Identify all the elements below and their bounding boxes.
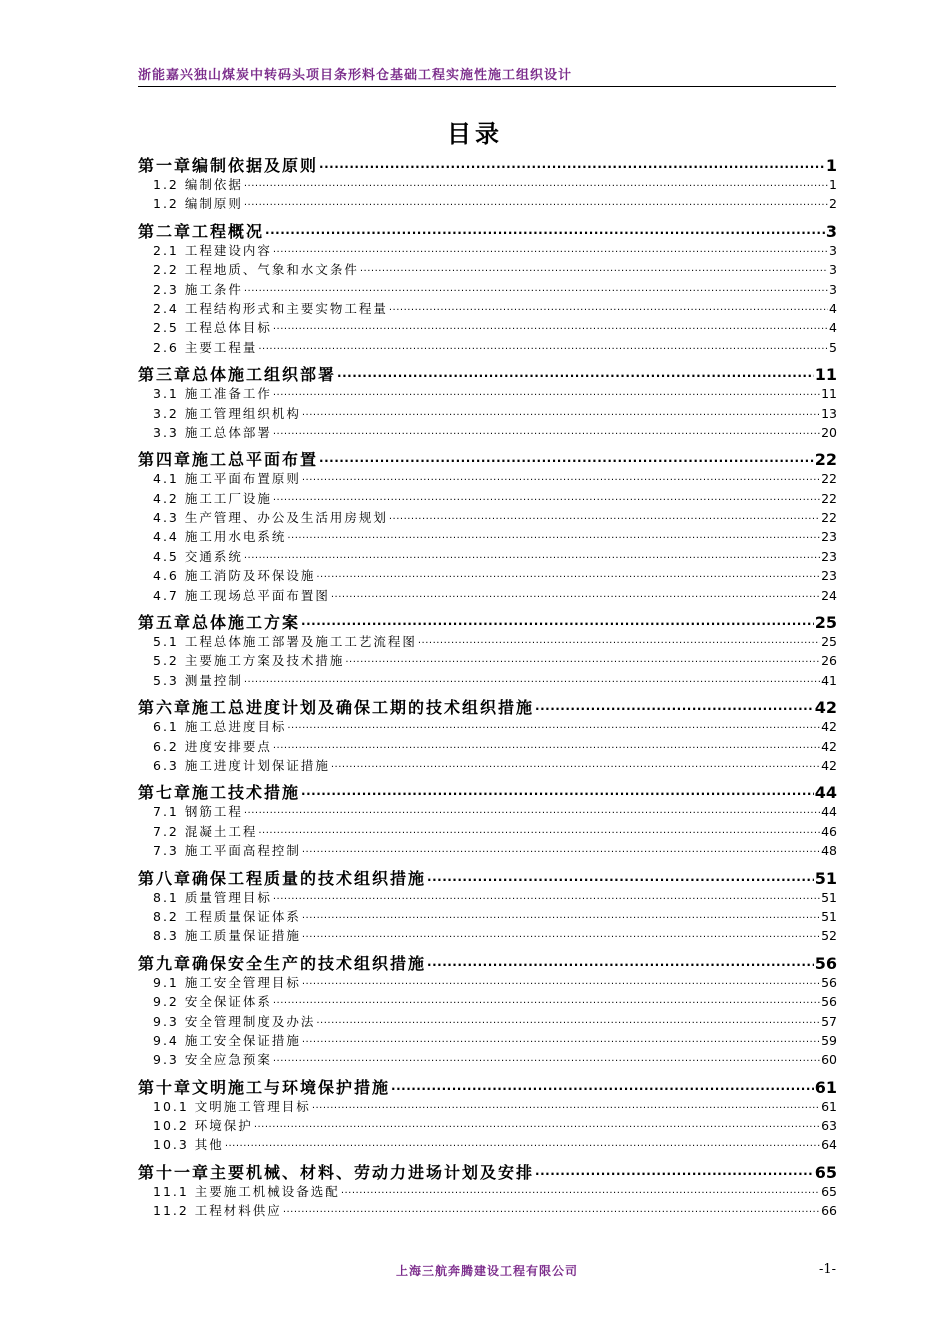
toc-section-entry[interactable] xyxy=(138,194,837,213)
toc-entry-label: 4.6 施工消防及环保设施 xyxy=(153,568,316,584)
toc-entry-page-number: 65 xyxy=(814,1162,837,1182)
toc-entry-label: 第二章工程概况 xyxy=(138,221,265,241)
dot-leader xyxy=(273,1049,820,1064)
toc-entry-page-number: 2 xyxy=(829,196,837,212)
toc-entry-label: 第三章总体施工组织部署 xyxy=(138,365,337,385)
toc-chapter-entry[interactable] xyxy=(138,780,837,802)
toc-entry-page-number: 56 xyxy=(814,953,837,973)
dot-leader xyxy=(302,403,820,418)
toc-entry-page-number: 3 xyxy=(825,221,837,241)
dot-leader xyxy=(319,447,814,466)
toc-entry-label: 10.3 其他 xyxy=(153,1137,224,1153)
toc-entry-page-number: 64 xyxy=(821,1137,837,1153)
dot-leader xyxy=(244,193,828,208)
toc-entry-page-number: 1 xyxy=(829,177,837,192)
toc-entry-label: 1.2 编制原则 xyxy=(153,196,243,212)
dot-leader xyxy=(273,991,820,1006)
toc-section-entry[interactable] xyxy=(138,338,837,357)
toc-entry-page-number: 41 xyxy=(821,672,837,688)
toc-section-entry[interactable] xyxy=(138,907,837,926)
toc-entry-page-number: 22 xyxy=(821,490,837,506)
toc-entry-label: 第一章编制依据及原则 xyxy=(138,156,319,175)
dot-leader xyxy=(341,1181,820,1196)
dot-leader xyxy=(283,1200,820,1215)
page-number: -1- xyxy=(818,1262,836,1277)
toc-entry-label: 3.2 施工管理组织机构 xyxy=(153,405,301,421)
header-title: 浙能嘉兴独山煤炭中转码头项目条形料仓基础工程实施性施工组织设计 xyxy=(138,68,573,83)
toc-entry-page-number: 23 xyxy=(821,568,837,584)
dot-leader xyxy=(273,317,828,332)
toc-entry-page-number: 42 xyxy=(821,757,837,773)
toc-entry-label: 7.2 混凝土工程 xyxy=(153,823,258,839)
toc-entry-page-number: 22 xyxy=(814,450,837,470)
toc-section-entry[interactable] xyxy=(138,404,837,423)
dot-leader xyxy=(389,507,820,522)
toc-entry-page-number: 56 xyxy=(821,974,837,990)
toc-chapter-entry[interactable] xyxy=(138,1075,837,1097)
toc-entry-label: 第八章确保工程质量的技术组织措施 xyxy=(138,868,427,888)
toc-entry-page-number: 44 xyxy=(814,783,837,803)
toc-entry-label: 4.1 施工平面布置原则 xyxy=(153,471,301,487)
toc-entry-page-number: 61 xyxy=(821,1098,837,1114)
toc-section-entry[interactable] xyxy=(138,888,837,907)
toc-entry-page-number: 25 xyxy=(814,613,837,633)
toc-section-entry[interactable] xyxy=(138,299,837,318)
dot-leader xyxy=(360,259,828,274)
toc-entry-label: 4.7 施工现场总平面布置图 xyxy=(153,587,330,603)
toc-section-entry[interactable] xyxy=(138,1135,837,1154)
toc-entry-page-number: 1 xyxy=(825,156,837,175)
dot-leader xyxy=(273,240,828,255)
toc-entry-page-number: 57 xyxy=(821,1013,837,1029)
dot-leader xyxy=(301,780,814,799)
page-title: 目录 xyxy=(447,120,503,148)
dot-leader xyxy=(391,1075,814,1094)
toc-entry-label: 4.5 交通系统 xyxy=(153,548,243,564)
dot-leader xyxy=(273,488,820,503)
dot-leader xyxy=(331,585,820,600)
toc-entry-page-number: 23 xyxy=(821,548,837,564)
toc-chapter-entry[interactable] xyxy=(138,447,837,469)
toc-entry-label: 4.3 生产管理、办公及生活用房规划 xyxy=(153,510,388,526)
dot-leader xyxy=(244,670,820,685)
toc-entry-page-number: 11 xyxy=(814,365,837,385)
dot-leader xyxy=(312,1096,820,1111)
toc-entry-label: 第五章总体施工方案 xyxy=(138,613,301,633)
toc-section-entry[interactable] xyxy=(138,1031,837,1050)
toc-entry-label: 4.2 施工工厂设施 xyxy=(153,490,272,506)
toc-entry-page-number: 23 xyxy=(821,529,837,545)
toc-entry-label: 3.1 施工准备工作 xyxy=(153,386,272,402)
toc-section-entry[interactable] xyxy=(138,1050,837,1069)
toc-chapter-entry[interactable] xyxy=(138,219,837,241)
toc-entry-label: 2.5 工程总体目标 xyxy=(153,320,272,336)
toc-section-entry[interactable] xyxy=(138,1097,837,1116)
toc-section-entry[interactable] xyxy=(138,926,837,945)
toc-section-entry[interactable] xyxy=(138,671,837,690)
toc-entry-label: 9.4 施工安全保证措施 xyxy=(153,1032,301,1048)
toc-entry-page-number: 44 xyxy=(821,804,837,820)
toc-entry-label: 11.1 主要施工机械设备选配 xyxy=(153,1183,340,1199)
dot-leader xyxy=(258,821,820,836)
dot-leader xyxy=(427,951,814,970)
toc-entry-page-number: 13 xyxy=(821,405,837,421)
toc-section-entry[interactable] xyxy=(138,1012,837,1031)
toc-section-entry[interactable] xyxy=(138,1182,837,1201)
toc-section-entry[interactable] xyxy=(138,1201,837,1220)
toc-entry-page-number: 56 xyxy=(821,994,837,1010)
toc-section-entry[interactable] xyxy=(138,756,837,775)
dot-leader xyxy=(389,298,828,313)
toc-entry-page-number: 5 xyxy=(829,339,837,355)
dot-leader xyxy=(273,422,820,437)
dot-leader xyxy=(319,153,825,172)
toc-entry-page-number: 52 xyxy=(821,928,837,944)
toc-entry-label: 2.1 工程建设内容 xyxy=(153,242,272,258)
toc-entry-page-number: 20 xyxy=(821,424,837,440)
dot-leader xyxy=(273,887,820,902)
toc-section-entry[interactable] xyxy=(138,527,837,546)
dot-leader xyxy=(302,906,820,921)
toc-entry-label: 11.2 工程材料供应 xyxy=(153,1203,282,1219)
toc-entry-page-number: 46 xyxy=(821,823,837,839)
toc-entry-page-number: 51 xyxy=(821,908,837,924)
toc-entry-page-number: 60 xyxy=(821,1052,837,1068)
toc-entry-label: 9.2 安全保证体系 xyxy=(153,994,272,1010)
toc-section-entry[interactable] xyxy=(138,318,837,337)
toc-section-entry[interactable] xyxy=(138,280,837,299)
toc-section-entry[interactable] xyxy=(138,802,837,821)
toc-chapter-entry[interactable] xyxy=(138,695,837,717)
toc-section-entry[interactable] xyxy=(138,651,837,670)
footer-company: 上海三航奔腾建设工程有限公司 xyxy=(395,1264,578,1278)
toc-entry-label: 第十一章主要机械、材料、劳动力进场计划及安排 xyxy=(138,1162,535,1182)
toc-entry-label: 7.1 钢筋工程 xyxy=(153,804,243,820)
toc-entry-label: 1.2 编制依据 xyxy=(153,177,243,192)
toc-entry-label: 第七章施工技术措施 xyxy=(138,783,301,803)
toc-entry-page-number: 59 xyxy=(821,1032,837,1048)
toc-entry-label: 6.2 进度安排要点 xyxy=(153,738,272,754)
toc-entry-page-number: 3 xyxy=(829,242,837,258)
toc-entry-page-number: 42 xyxy=(821,738,837,754)
toc-entry-label: 7.3 施工平面高程控制 xyxy=(153,843,301,859)
dot-leader xyxy=(331,755,820,770)
toc-section-entry[interactable] xyxy=(138,586,837,605)
dot-leader xyxy=(244,279,828,294)
dot-leader xyxy=(302,972,820,987)
dot-leader xyxy=(254,1115,820,1130)
toc-section-entry[interactable] xyxy=(138,260,837,279)
dot-leader xyxy=(244,546,820,561)
toc-entry-label: 第四章施工总平面布置 xyxy=(138,450,319,470)
toc-chapter-entry[interactable] xyxy=(138,362,837,384)
toc-entry-label: 6.1 施工总进度目标 xyxy=(153,719,287,735)
toc-entry-label: 5.2 主要施工方案及技术措施 xyxy=(153,653,345,669)
toc-entry-page-number: 42 xyxy=(821,719,837,735)
toc-section-entry[interactable] xyxy=(138,508,837,527)
toc-section-entry[interactable] xyxy=(138,489,837,508)
toc-entry-page-number: 4 xyxy=(829,300,837,316)
toc-entry-page-number: 3 xyxy=(829,262,837,278)
dot-leader xyxy=(427,866,814,885)
toc-entry-label: 2.4 工程结构形式和主要实物工程量 xyxy=(153,300,388,316)
toc-section-entry[interactable] xyxy=(138,992,837,1011)
toc-section-entry[interactable] xyxy=(138,737,837,756)
dot-leader xyxy=(316,565,820,580)
toc-entry-label: 9.3 安全管理制度及办法 xyxy=(153,1013,316,1029)
dot-leader xyxy=(302,468,820,483)
running-header xyxy=(138,64,836,87)
table-of-contents xyxy=(138,148,837,1221)
toc-entry-page-number: 24 xyxy=(821,587,837,603)
toc-chapter-entry[interactable] xyxy=(138,153,837,175)
toc-entry-label: 8.1 质量管理目标 xyxy=(153,889,272,905)
toc-section-entry[interactable] xyxy=(138,717,837,736)
toc-section-entry[interactable] xyxy=(138,566,837,585)
toc-entry-page-number: 66 xyxy=(821,1203,837,1219)
toc-entry-label: 2.2 工程地质、气象和水文条件 xyxy=(153,262,359,278)
toc-section-entry[interactable] xyxy=(138,241,837,260)
toc-entry-label: 5.1 工程总体施工部署及施工工艺流程图 xyxy=(153,634,417,650)
dot-leader xyxy=(345,650,820,665)
toc-entry-label: 9.3 安全应急预案 xyxy=(153,1052,272,1068)
toc-entry-label: 6.3 施工进度计划保证措施 xyxy=(153,757,330,773)
toc-entry-label: 10.1 文明施工管理目标 xyxy=(153,1098,311,1114)
dot-leader xyxy=(302,1030,820,1045)
toc-entry-label: 9.1 施工安全管理目标 xyxy=(153,974,301,990)
toc-section-entry[interactable] xyxy=(138,632,837,651)
dot-leader xyxy=(273,383,820,398)
toc-section-entry[interactable] xyxy=(138,384,837,403)
toc-entry-page-number: 11 xyxy=(821,386,837,402)
toc-section-entry[interactable] xyxy=(138,822,837,841)
toc-entry-page-number: 4 xyxy=(829,320,837,336)
toc-entry-page-number: 48 xyxy=(821,843,837,859)
toc-entry-page-number: 26 xyxy=(821,653,837,669)
toc-chapter-entry[interactable] xyxy=(138,1160,837,1182)
toc-entry-label: 2.6 主要工程量 xyxy=(153,339,258,355)
toc-entry-page-number: 3 xyxy=(829,281,837,297)
toc-entry-label: 第六章施工总进度计划及确保工期的技术组织措施 xyxy=(138,698,535,718)
dot-leader xyxy=(258,337,828,352)
toc-chapter-entry[interactable] xyxy=(138,866,837,888)
toc-entry-page-number: 22 xyxy=(821,510,837,526)
toc-entry-label: 3.3 施工总体部署 xyxy=(153,424,272,440)
dot-leader xyxy=(265,219,825,238)
toc-entry-page-number: 51 xyxy=(821,889,837,905)
dot-leader xyxy=(337,362,814,381)
toc-entry-label: 第十章文明施工与环境保护措施 xyxy=(138,1077,391,1097)
dot-leader xyxy=(301,610,814,629)
toc-chapter-entry[interactable] xyxy=(138,951,837,973)
toc-section-entry[interactable] xyxy=(138,175,837,194)
toc-section-entry[interactable] xyxy=(138,423,837,442)
toc-entry-page-number: 51 xyxy=(814,868,837,888)
dot-leader xyxy=(535,695,814,714)
dot-leader xyxy=(302,925,820,940)
dot-leader xyxy=(287,716,820,731)
toc-entry-label: 5.3 测量控制 xyxy=(153,672,243,688)
toc-entry-page-number: 25 xyxy=(821,634,837,650)
dot-leader xyxy=(535,1160,814,1179)
dot-leader xyxy=(302,840,820,855)
dot-leader xyxy=(244,174,828,189)
toc-entry-label: 8.2 工程质量保证体系 xyxy=(153,908,301,924)
toc-entry-label: 8.3 施工质量保证措施 xyxy=(153,928,301,944)
toc-section-entry[interactable] xyxy=(138,547,837,566)
dot-leader xyxy=(244,801,820,816)
toc-chapter-entry[interactable] xyxy=(138,610,837,632)
toc-section-entry[interactable] xyxy=(138,841,837,860)
toc-entry-page-number: 42 xyxy=(814,698,837,718)
toc-entry-label: 2.3 施工条件 xyxy=(153,281,243,297)
dot-leader xyxy=(273,736,820,751)
toc-entry-page-number: 65 xyxy=(821,1183,837,1199)
toc-section-entry[interactable] xyxy=(138,469,837,488)
toc-entry-label: 第九章确保安全生产的技术组织措施 xyxy=(138,953,427,973)
toc-section-entry[interactable] xyxy=(138,973,837,992)
toc-section-entry[interactable] xyxy=(138,1116,837,1135)
dot-leader xyxy=(316,1011,820,1026)
dot-leader xyxy=(418,631,820,646)
dot-leader xyxy=(287,526,820,541)
toc-entry-page-number: 22 xyxy=(821,471,837,487)
toc-entry-page-number: 61 xyxy=(814,1077,837,1097)
toc-entry-label: 4.4 施工用水电系统 xyxy=(153,529,287,545)
toc-entry-page-number: 63 xyxy=(821,1118,837,1134)
toc-entry-label: 10.2 环境保护 xyxy=(153,1118,253,1134)
dot-leader xyxy=(225,1134,820,1149)
